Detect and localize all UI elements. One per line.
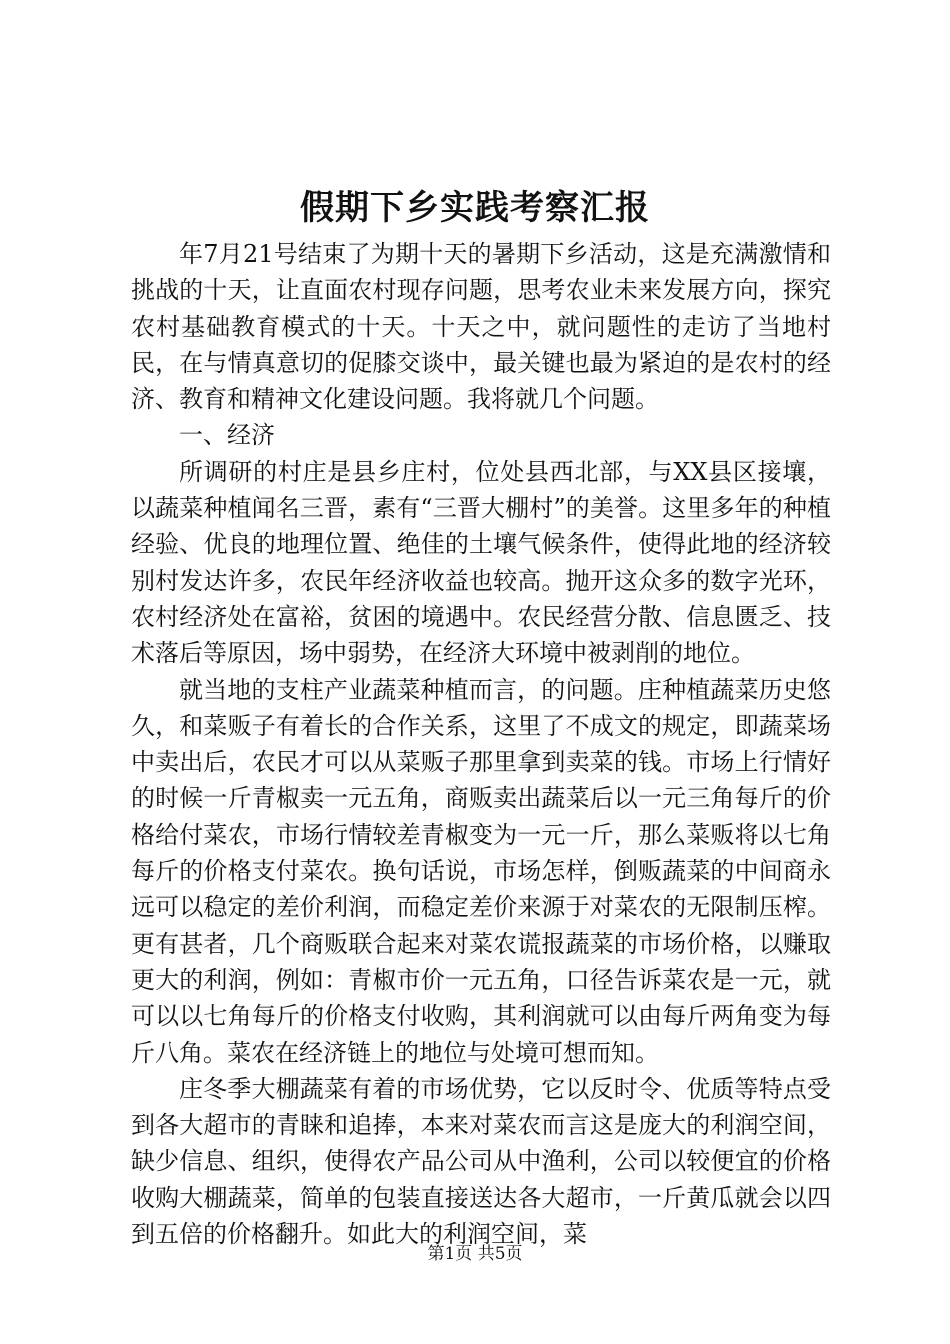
paragraph-village: 所调研的村庄是县乡庄村，位处县西北部，与XX县区接壤，以蔬菜种植闻名三晋，素有“三晋大棚村”的美誉。这里多年的种植经验、优良的地理位置、绝佳的土壤气候条件，使得此地的经济较别村发达许多，农民年经济收益也较高。抛开这众多的数字光环，农村经济处在富裕，贫困的境遇中。农民经营分散、信息匮乏、技术落后等原因，场中弱势，在经济大环境中被剥削的地位。: [131, 457, 831, 668]
page-number-footer: 第1页 共5页: [427, 1244, 523, 1264]
document-title: 假期下乡实践考察汇报: [300, 188, 650, 228]
paragraph-intro: 年7月21号结束了为期十天的暑期下乡活动，这是充满激情和挑战的十天，让直面农村现存问题，思考农业未来发展方向，探究农村基础教育模式的十天。十天之中，就问题性的走访了当地村民，在与情真意切的促膝交谈中，最关键也最为紧迫的是农村的经济、教育和精神文化建设问题。我将就几个问题。: [131, 240, 831, 414]
paragraph-vegetable-trade: 就当地的支柱产业蔬菜种植而言，的问题。庄种植蔬菜历史悠久，和菜贩子有着长的合作关系，这里了不成文的规定，即蔬菜场中卖出后，农民才可以从菜贩子那里拿到卖菜的钱。市场上行情好的时候一斤青椒卖一元五角，商贩卖出蔬菜后以一元三角每斤的价格给付菜农，市场行情较差青椒变为一元一斤，那么菜贩将以七角每斤的价格支付菜农。换句话说，市场怎样，倒贩蔬菜的中间商永远可以稳定的差价利润，而稳定差价来源于对菜农的无限制压榨。更有甚者，几个商贩联合起来对菜农谎报蔬菜的市场价格，以赚取更大的利润，例如：青椒市价一元五角，口径告诉菜农是一元，就可以以七角每斤的价格支付收购，其利润就可以由每斤两角变为每斤八角。菜农在经济链上的地位与处境可想而知。: [131, 675, 831, 1067]
paragraph-winter-greenhouse: 庄冬季大棚蔬菜有着的市场优势，它以反时令、优质等特点受到各大超市的青睐和追捧，本来对菜农而言这是庞大的利润空间，缺少信息、组织，使得农产品公司从中渔利，公司以较便宜的价格收购大棚蔬菜，简单的包装直接送达各大超市，一斤黄瓜就会以四到五倍的价格翻升。如此大的利润空间，菜: [131, 1074, 831, 1249]
document-body: [131, 236, 831, 1252]
section-heading-economy: 一、经济: [179, 421, 275, 450]
